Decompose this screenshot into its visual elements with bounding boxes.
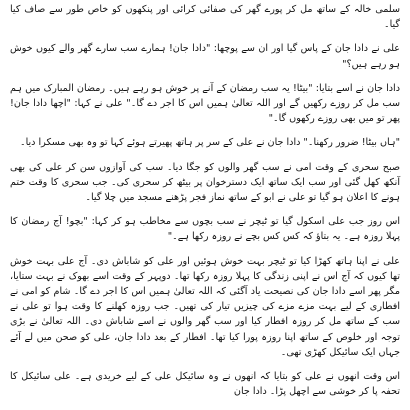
paragraph-5: صبح سحری کے وقت امی نے سب گھر والوں کو جگا دیا۔ سب کی آوازوں سن کر علی کی بھی آنکھ کھل گئی اور سب ایک ساتھ ایک دسترخوان پر بیٹھ کر سحری کی۔ جب سحری کا وقت ختم ہونے کا اعلان ہو گیا تو علی نے ابو کے ساتھ نماز فجر پڑھنے مسجد میں چلا گیا۔ — [10, 161, 400, 204]
paragraph-6: اس روز جب علی اسکول گیا تو ٹیچر نے سب بچوں سے مخاطب ہو کر کہا: "بچو! آج رمضان کا پہلا روزہ ہے۔ یہ بتاؤ کہ کس کس بچے نے روزہ رکھا ہے۔" — [10, 216, 400, 243]
paragraph-2: علی نے دادا جان کے پاس گیا اور ان سے پوچھا: "دادا جان! ہمارے سب سارے گھر والے کیوں خوش ہو رہے ہیں؟" — [10, 43, 400, 70]
paragraph-7: علی نے اپنا ہاتھ کھڑا کیا تو ٹیچر بہت خوش ہوئیں اور علی کو شاباش دی۔ آج علی بہت خوش تھا کیوں کہ آج اس نے اپنی زندگی کا پہلا روزہ رکھا تھا۔ دوپہر کے وقت اسے بھوک نے بہت ستایا، مگر پھر اسے دادا جان کی نصیحت یاد آگئی کہ اللہ تعالیٰ ہمیں اس کا اجر دے گا۔ شام کو امی نے افطاری کے لیے بہت مزے مزے کی چیزیں تیار کی تھیں۔ جب روزہ کھلنے کا وقت ہوا تو علی نے سب کے ساتھ مل کر روزہ افطار کیا اور سب گھر والوں نے اسے شاباش دی۔ اللہ تعالیٰ نے بڑی توجہ اور خلوص کے ساتھ اپنا روزہ پورا کیا تھا۔ افطار کے بعد دادا جان، علی کو صحن میں لے آئے جہاں ایک سائیکل کھڑی تھی۔ — [10, 255, 400, 358]
paragraph-4: "ہاں بیٹا! ضرور رکھنا۔" دادا جان نے علی کے سر پر ہاتھ پھیرتے ہوئے کہا تو وہ بھی مسکرا دیا۔ — [19, 137, 400, 149]
paragraph-1: سلمی خالہ کے ساتھ مل کر پورے گھر کی صفائی کرائی اور پنکھوں کو خاص طور سے صاف کیا گیا۔ — [10, 4, 400, 31]
paragraph-3: دادا جان نے اسے بتایا: "بیٹا! یہ سب رمضان کے آنے پر خوش ہو رہے ہیں۔ رمضان المبارک میں ہم سب مل کر روزے رکھیں گے اور اللہ تعالیٰ ہمیں اس کا اجر دے گا۔" علی نے کہا: "اچھا دادا جان! پھر تو میں بھی روزے رکھوں گا۔" — [10, 82, 400, 125]
paragraph-8: اس وقت انھوں نے علی کو بتایا کہ انھوں نے وہ سائیکل علی کے لیے خریدی ہے۔ علی سائیکل کا تحفہ پا کر خوشی سے اچھل پڑا۔ دادا جان — [10, 371, 400, 398]
